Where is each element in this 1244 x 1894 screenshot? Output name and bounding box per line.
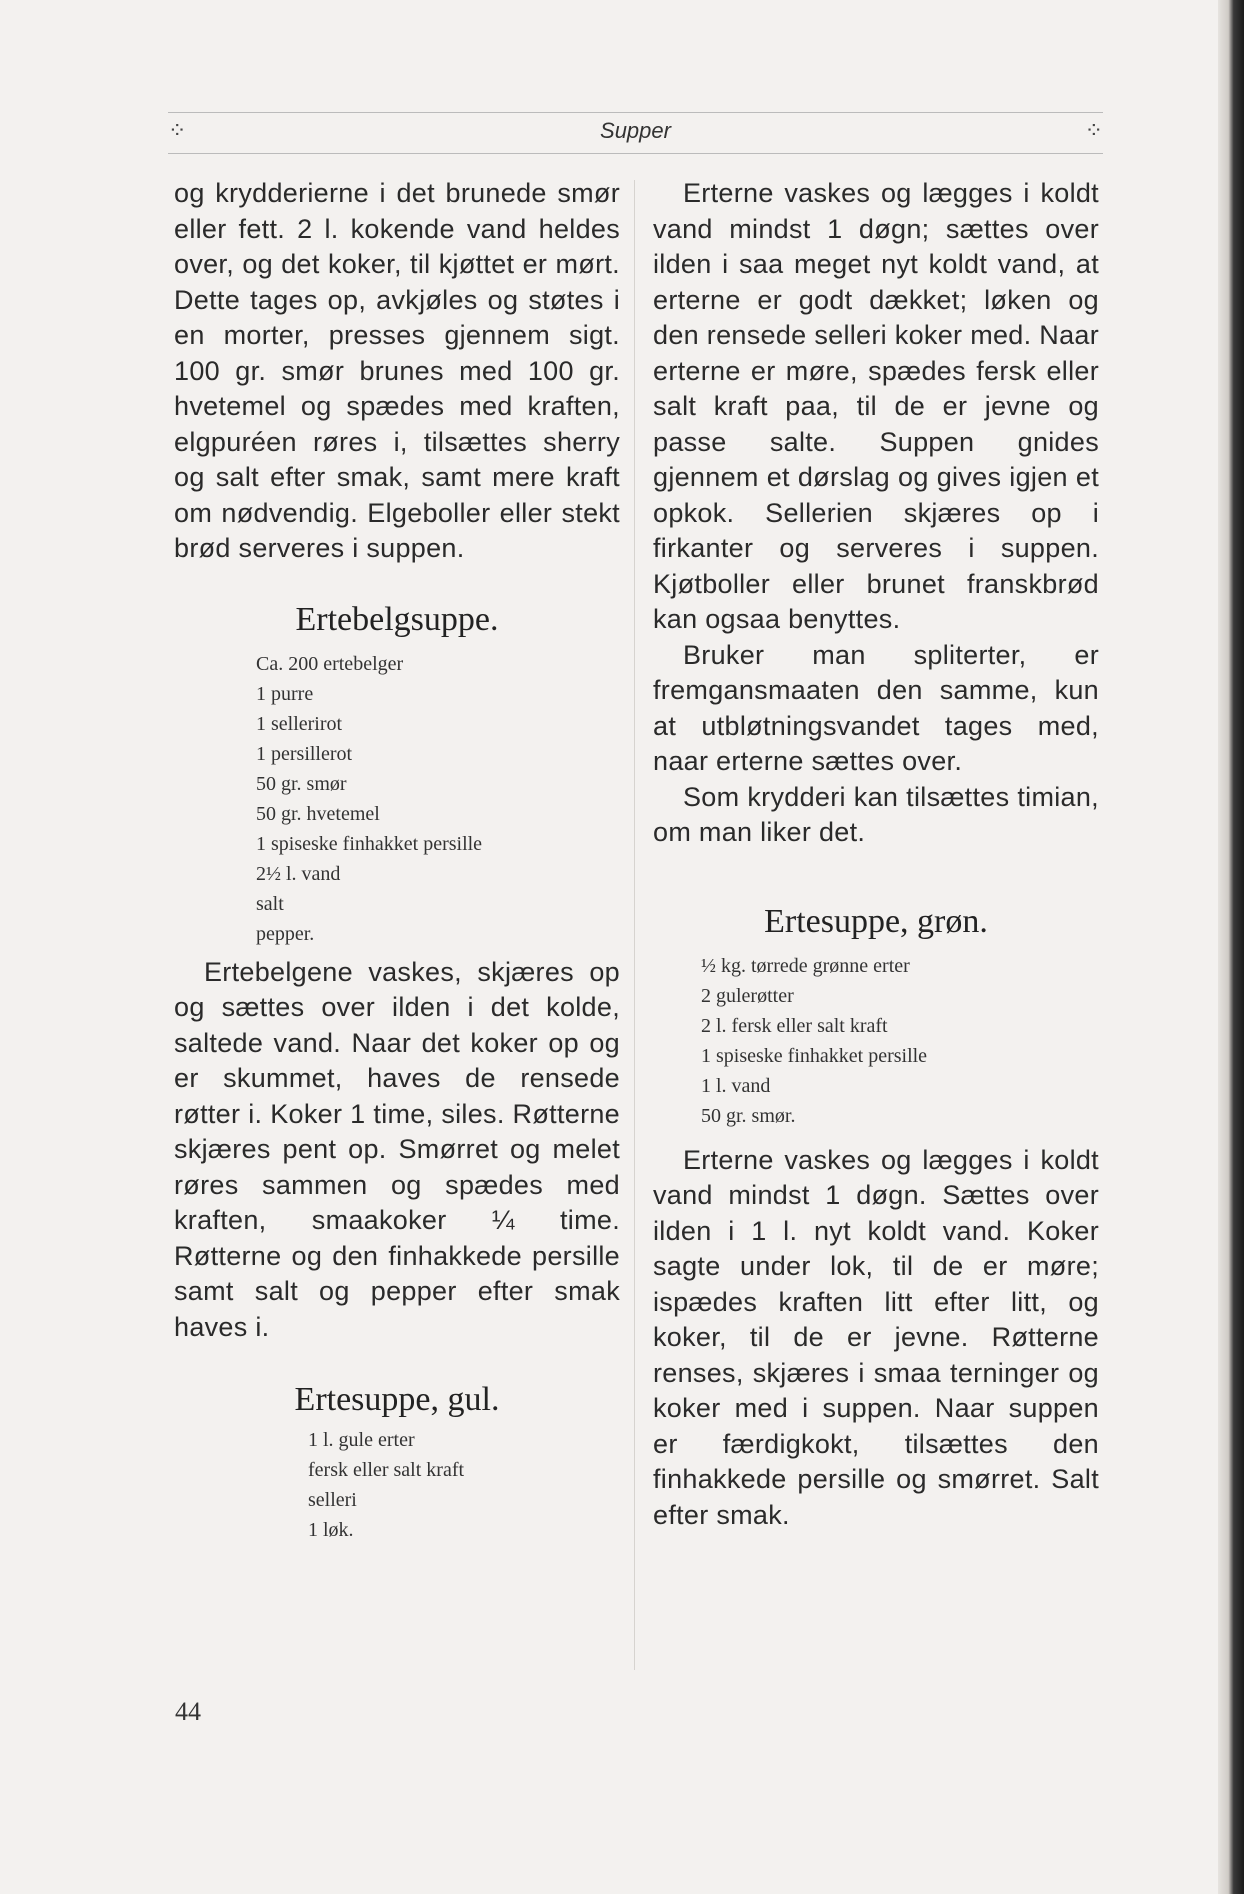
ingredient-item: 2 gulerøtter bbox=[701, 984, 794, 1007]
paragraph-spliterter: Bruker man spliterter, er fremgansmaaten den samme, kun at utbløtningsvandet tages med, naar erterne sættes over. bbox=[653, 639, 1099, 776]
ingredient-item: 1 sellerirot bbox=[256, 712, 343, 735]
ingredient-item: 1 spiseske finhakket persille bbox=[701, 1044, 928, 1067]
ingredient-list-ertebelgsuppe bbox=[256, 649, 620, 949]
left-column bbox=[174, 176, 620, 1545]
ingredient-item: 50 gr. hvetemel bbox=[256, 802, 380, 825]
ingredient-item: 1 l. gule erter bbox=[308, 1429, 415, 1451]
ingredient-item: 2 l. fersk eller salt kraft bbox=[701, 1014, 888, 1037]
ingredient-item: pepper. bbox=[256, 922, 315, 945]
recipe-title-ertesuppe-gul: Ertesuppe, gul. bbox=[294, 1381, 500, 1418]
ingredient-list-ertesuppe-gron bbox=[701, 951, 1099, 1131]
ingredient-item: 1 løk. bbox=[308, 1519, 354, 1541]
paragraph-erterne-vaskes: Erterne vaskes og lægges i koldt vand mindst 1 døgn; sættes over ilden i saa meget nyt koldt vand, at erterne er godt dækket; løken og den rensede selleri koker med. Naar erterne er møre, spædes fersk eller salt kraft paa, til de er jevne og passe salte. Suppen gnides gjennem et dørslag og gives igjen et opkok. Sellerien skjæres op i firkanter og serveres i suppen. Kjøtboller eller brunet franskbrød kan ogsaa benyttes. bbox=[653, 178, 1099, 634]
right-column bbox=[653, 176, 1099, 1533]
ingredient-item: selleri bbox=[308, 1489, 357, 1511]
ingredient-item: 1 l. vand bbox=[701, 1074, 771, 1097]
column-divider bbox=[634, 180, 635, 1670]
ingredient-item: 1 spiseske finhakket persille bbox=[256, 832, 483, 855]
intro-paragraph: og krydderierne i det brunede smør eller fett. 2 l. kokende vand heldes over, og det koker, til kjøttet er mørt. Dette tages op, avkjøles og støtes i en morter, presses gjennem sigt. 100 gr. smør brunes med 100 gr. hvetemel og spædes med kraften, elgpuréen røres i, tilsættes sherry og salt efter smak, samt mere kraft om nødvendig. Elgeboller eller stekt brød serveres i suppen. bbox=[174, 178, 620, 563]
ingredient-item: fersk eller salt kraft bbox=[308, 1459, 465, 1481]
recipe-title-ertesuppe-gron: Ertesuppe, grøn. bbox=[764, 902, 988, 940]
paragraph-krydderi: Som krydderi kan tilsættes timian, om man liker det. bbox=[653, 781, 1099, 847]
ingredient-item: Ca. 200 ertebelger bbox=[256, 652, 404, 675]
ingredient-item: 2½ l. vand bbox=[256, 862, 341, 885]
page-edge bbox=[1218, 0, 1244, 1894]
method-ertebelgsuppe: Ertebelgene vaskes, skjæres op og sættes over ilden i det kolde, saltede vand. Naar det koker op og er skummet, haves de rensede røtter i. Koker 1 time, siles. Røtterne skjæres pent op. Smørret og melet røres sammen og spædes med kraften, smaakoker ¼ time. Røtterne og den finhakkede persille samt salt og pepper efter smak haves i. bbox=[174, 956, 620, 1342]
ingredient-item: 50 gr. smør. bbox=[701, 1104, 796, 1127]
ingredient-item: ½ kg. tørrede grønne erter bbox=[701, 954, 910, 977]
page-number: 44 bbox=[175, 1697, 201, 1726]
ingredient-list-ertesuppe-gul bbox=[308, 1425, 620, 1545]
recipe-title-ertebelgsuppe: Ertebelgsuppe. bbox=[295, 600, 499, 638]
header-title: Supper bbox=[600, 118, 671, 143]
method-ertesuppe-gron: Erterne vaskes og lægges i koldt vand mindst 1 døgn. Sættes over ilden i 1 l. nyt koldt vand. Koker sagte under lok, til de er møre; ispædes kraften litt efter litt, og koker, til de er jevne. Røtterne renses, skjæres i smaa terninger og koker med i suppen. Naar suppen er færdigkokt, tilsættes den finhakkede persille og smørret. Salt efter smak. bbox=[653, 1144, 1099, 1530]
ingredient-item: 1 persillerot bbox=[256, 742, 353, 765]
ornament-right-icon: ⁘ bbox=[1084, 119, 1103, 144]
ingredient-item: 50 gr. smør bbox=[256, 772, 347, 795]
running-header bbox=[168, 112, 1103, 154]
ingredient-item: salt bbox=[256, 892, 284, 915]
ornament-left-icon: ⁘ bbox=[168, 119, 187, 144]
ingredient-item: 1 purre bbox=[256, 682, 314, 705]
